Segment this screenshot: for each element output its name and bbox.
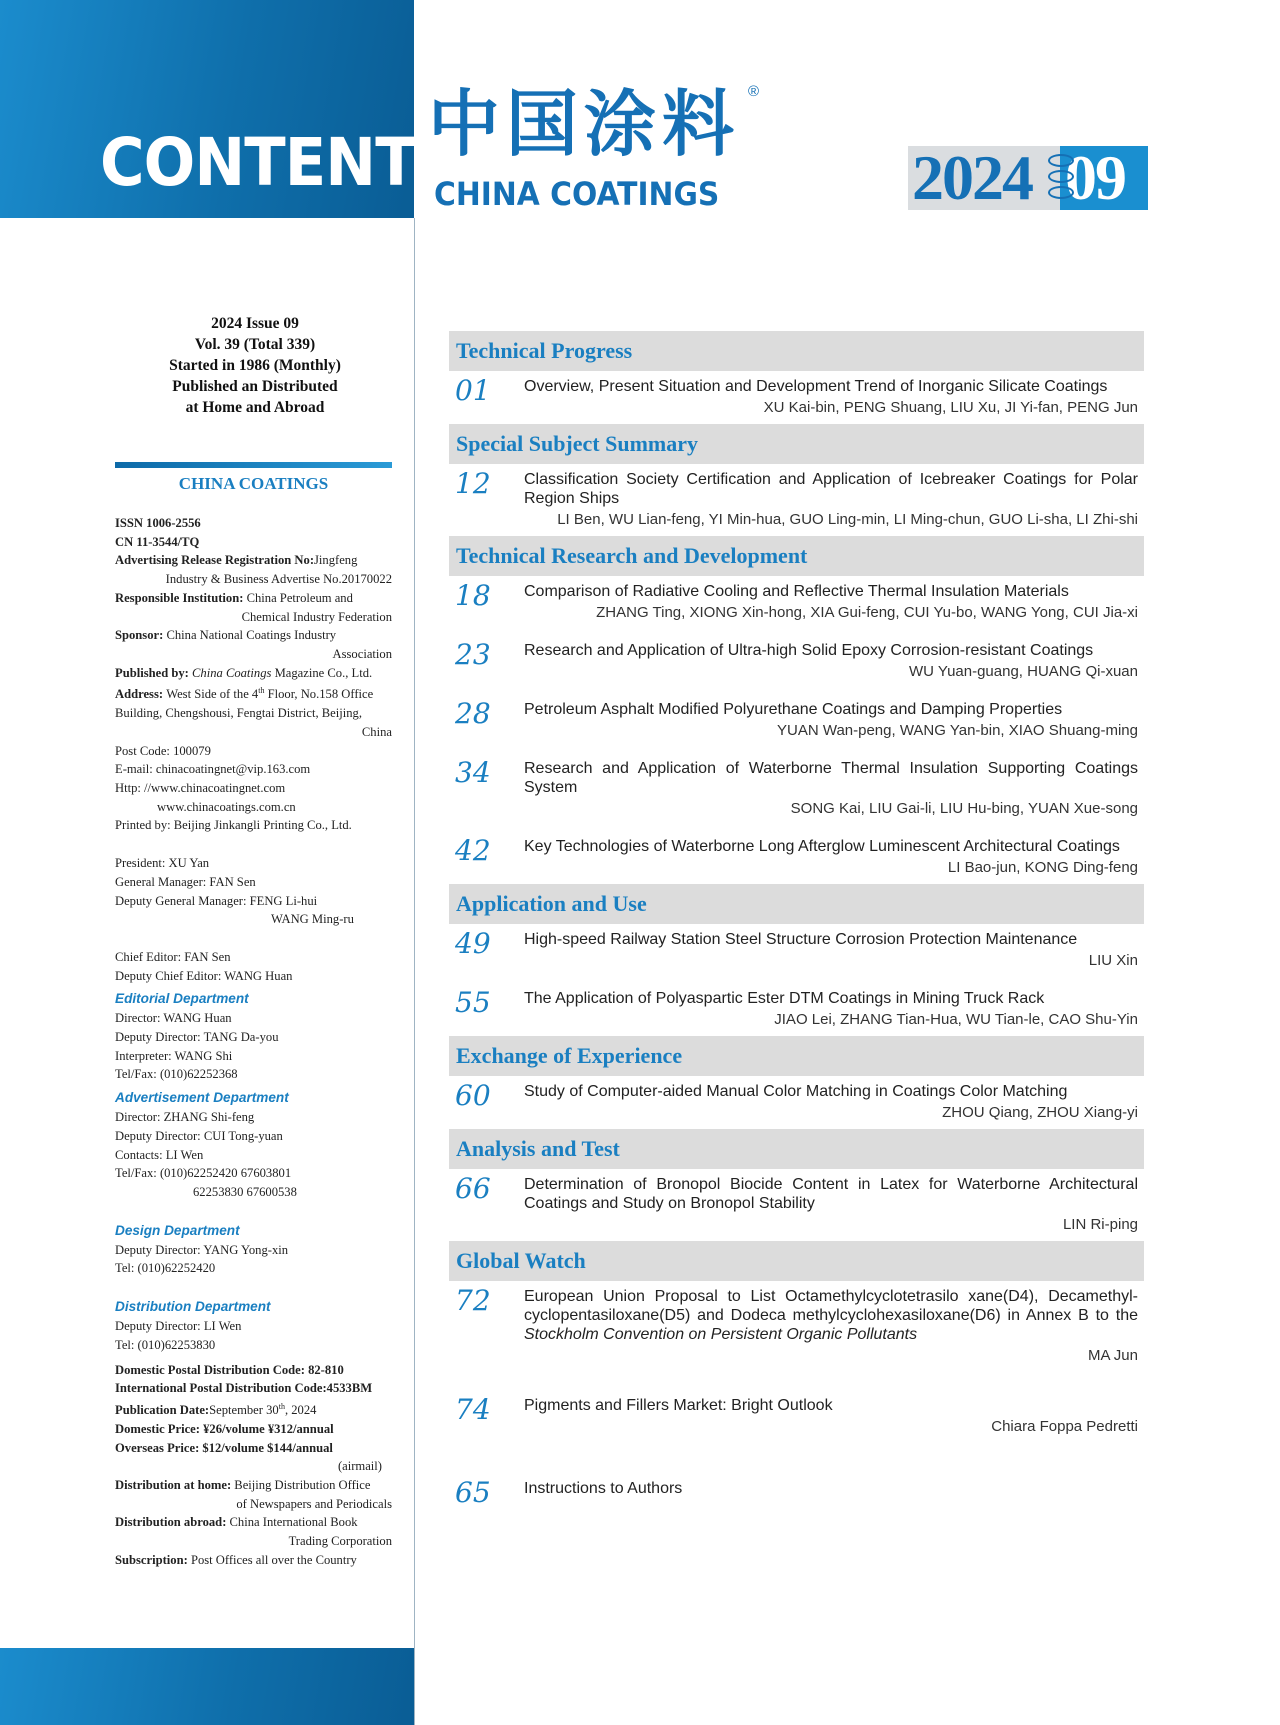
article-title [524,835,1138,856]
responsible-institution: Responsible Institution: China Petroleum and [115,590,353,605]
page-number: 23 [455,638,491,671]
general-manager: General Manager: FAN Sen [115,874,256,889]
advert-line: Director: ZHANG Shi-feng [115,1110,255,1125]
article-title-text: High-speed Railway Station Steel Structure Corrosion Protection Maintenance [524,931,1078,948]
editorial-line: Tel/Fax: (010)62252368 [115,1067,238,1082]
website-1[interactable]: Http: //www.chinacoatingnet.com [115,781,286,796]
article-title [524,698,1138,719]
page-number: 65 [455,1476,491,1509]
binder-ring-icon [1048,154,1074,167]
cn-number: CN 11-3544/TQ [115,534,200,549]
editorial-line: Interpreter: WANG Shi [115,1048,233,1063]
price-overseas: Overseas Price: $12/volume $144/annual [115,1440,333,1455]
toc-entry[interactable] [449,1080,1144,1123]
editorial-department: Editorial Department [115,991,249,1007]
binder-ring-icon [1048,186,1074,199]
article-authors: WU Yuan-guang, HUANG Qi-xuan [909,663,1138,680]
section-heading: Global Watch [449,1241,1144,1281]
design-line: Deputy Director: YANG Yong-xin [115,1242,289,1257]
article-title [524,1285,1138,1344]
advert-line: Tel/Fax: (010)62252420 67603801 [115,1166,292,1181]
sidebar-heading: CHINA COATINGS [178,474,329,493]
design-line: Tel: (010)62252420 [115,1261,216,1276]
page-number: 66 [455,1172,491,1205]
email[interactable]: E-mail: chinacoatingnet@vip.163.com [115,762,311,777]
article-title [524,639,1138,660]
price-airmail: (airmail) [337,1459,382,1474]
article-authors: LIU Xin [1088,952,1138,969]
article-title-text: The Application of Polyaspartic Ester DTM Coatings in Mining Truck Rack [524,990,1045,1007]
responsible-institution-2: Chemical Industry Federation [241,609,392,624]
article-title [524,987,1138,1008]
registered-mark: ® [748,83,760,100]
article-authors: XU Kai-bin, PENG Shuang, LIU Xu, JI Yi-fan, PENG Jun [763,399,1138,416]
section-heading: Application and Use [449,884,1144,924]
article-title-text: Instructions to Authors [524,1480,683,1497]
address-3: China [361,724,392,739]
contents-banner [0,0,459,218]
article-title [524,468,1138,508]
page-number: 42 [455,834,491,867]
chief-editor: Chief Editor: FAN Sen [115,949,231,964]
volume-line: Vol. 39 (Total 339) [194,336,316,353]
toc-entry[interactable] [449,928,1144,971]
article-authors: SONG Kai, LIU Gai-li, LIU Hu-bing, YUAN Xue-song [790,800,1138,817]
distribution-department: Distribution Department [115,1299,271,1315]
address: Address: West Side of the 4th Floor, No.158 Office [115,686,374,702]
page-number: 18 [455,579,491,612]
table-of-contents [449,331,1144,1523]
subscription: Subscription: Post Offices all over the Country [115,1552,357,1567]
article-authors: LI Ben, WU Lian-feng, YI Min-hua, GUO Ling-min, LI Ming-chun, GUO Li-sha, LI Zhi-shi [557,511,1138,528]
article-title-text: European Union Proposal to List Octamethylcyclotetrasilo xane(D4), Decamethyl-cyclopentasiloxane(D5) and Dodeca methylcyclohexasiloxane(D6) in Annex B to the [524,1288,1138,1324]
toc-entry[interactable] [449,1173,1144,1235]
page-number: 60 [455,1079,491,1112]
article-title-text: Pigments and Fillers Market: Bright Outlook [524,1397,833,1414]
distributed-line: at Home and Abroad [185,399,325,416]
published-by: Published by: China Coatings Magazine Co., Ltd. [115,665,373,680]
advert-line: Contacts: LI Wen [115,1147,204,1162]
deputy-general-manager-2: WANG Ming-ru [271,912,354,927]
page-number: 12 [455,467,491,500]
binder-ring-icon [1048,170,1074,183]
contents-title: CONTENTS [100,124,459,201]
page-number: 55 [455,986,491,1019]
article-title-text: Determination of Bronopol Biocide Content in Latex for Waterborne Architectural Coatings and Study on Bronopol Stability [524,1176,1138,1212]
ad-registration: Advertising Release Registration No:Jingfeng [115,553,358,568]
post-code: Post Code: 100079 [115,743,211,758]
article-title-text: Key Technologies of Waterborne Long Afterglow Luminescent Architectural Coatings [524,838,1120,855]
address-2: Building, Chengshousi, Fengtai District, Beijing, [115,706,362,721]
design-department: Design Department [115,1222,240,1238]
editorial-line: Director: WANG Huan [115,1011,232,1026]
section-heading: Technical Progress [449,331,1144,371]
bottom-band [0,1648,414,1725]
page-number: 34 [455,756,491,789]
website-2[interactable]: www.chinacoatings.com.cn [157,799,296,814]
section-heading: Exchange of Experience [449,1036,1144,1076]
deputy-general-manager: Deputy General Manager: FENG Li-hui [115,893,318,908]
publication-date: Publication Date:September 30th, 2024 [115,1401,317,1418]
toc-entry[interactable] [449,987,1144,1030]
distribution-abroad-2: Trading Corporation [288,1534,392,1549]
article-title [524,928,1138,949]
page-number: 72 [455,1284,491,1317]
toc-entry[interactable] [449,757,1144,819]
distribution-abroad: Distribution abroad: China International Book [115,1515,358,1530]
page-number: 01 [455,374,491,407]
editorial-line: Deputy Director: TANG Da-you [115,1030,279,1045]
toc-entry[interactable] [449,639,1144,682]
article-title-text: Petroleum Asphalt Modified Polyurethane Coatings and Damping Properties [524,701,1063,718]
article-title [524,1477,1138,1498]
article-title [524,1173,1138,1213]
section-heading: Special Subject Summary [449,424,1144,464]
toc-entry[interactable] [449,698,1144,741]
toc-entry[interactable] [449,1477,1144,1517]
distribution-home: Distribution at home: Beijing Distribution Office [115,1477,371,1492]
president: President: XU Yan [115,856,210,871]
ad-registration-2: Industry & Business Advertise No.20170022 [165,572,392,587]
article-title [524,1080,1138,1101]
sponsor: Sponsor: China National Coatings Industry [115,628,337,643]
issn: ISSN 1006-2556 [115,516,201,530]
issue-text: 09 [1065,142,1125,213]
year-text: 2024 [912,142,1032,213]
issue-line: 2024 Issue 09 [211,315,299,332]
advertisement-department: Advertisement Department [115,1090,289,1106]
article-authors: JIAO Lei, ZHANG Tian-Hua, WU Tian-le, CAO Shu-Yin [774,1011,1138,1028]
printed-by: Printed by: Beijing Jinkangli Printing Co., Ltd. [115,818,352,833]
sidebar-rule [115,462,392,468]
toc-entry[interactable] [449,1285,1144,1366]
page-number: 49 [455,927,491,960]
distribution-line: Deputy Director: LI Wen [115,1319,242,1334]
article-title [524,757,1138,797]
price-domestic: Domestic Price: ¥26/volume ¥312/annual [115,1421,334,1436]
article-title [524,375,1138,396]
advert-tel-2: 62253830 67600538 [193,1184,297,1199]
toc-entry[interactable] [449,1394,1144,1437]
article-title-text: Research and Application of Ultra-high Solid Epoxy Corrosion-resistant Coatings [524,642,1094,659]
postal-international: International Postal Distribution Code:4533BM [115,1381,373,1396]
article-title-text: Classification Society Certification and Application of Icebreaker Coatings for Polar Region Ships [524,471,1138,507]
postal-domestic: Domestic Postal Distribution Code: 82-810 [115,1362,344,1377]
article-title-text: Overview, Present Situation and Development Trend of Inorganic Silicate Coatings [524,378,1108,395]
article-authors: LIN Ri-ping [1062,1216,1138,1233]
article-title-text: Research and Application of Waterborne Thermal Insulation Supporting Coatings System [524,760,1138,796]
deputy-chief-editor: Deputy Chief Editor: WANG Huan [115,968,293,983]
page-number: 74 [455,1393,491,1426]
article-title-italic: Stockholm Convention on Persistent Organic Pollutants [524,1326,918,1343]
page-number: 28 [455,697,491,730]
started-line: Started in 1986 (Monthly) [169,357,341,374]
distribution-line: Tel: (010)62253830 [115,1337,216,1352]
published-line: Published an Distributed [172,378,338,395]
article-title-text: Comparison of Radiative Cooling and Reflective Thermal Insulation Materials [524,583,1069,600]
section-heading: Analysis and Test [449,1129,1144,1169]
article-title-text: Study of Computer-aided Manual Color Matching in Coatings Color Matching [524,1083,1068,1100]
article-authors: Chiara Foppa Pedretti [991,1418,1138,1435]
toc-entry[interactable] [449,580,1144,623]
sponsor-2: Association [332,646,392,661]
article-authors: LI Bao-jun, KONG Ding-feng [947,859,1138,876]
left-column [0,0,459,1725]
toc-entry[interactable] [449,468,1144,530]
article-authors: ZHOU Qiang, ZHOU Xiang-yi [942,1104,1138,1121]
toc-entry[interactable] [449,835,1144,878]
article-authors: MA Jun [1087,1347,1138,1364]
article-authors: YUAN Wan-peng, WANG Yan-bin, XIAO Shuang-ming [777,722,1138,739]
logo-english: CHINA COATINGS [434,175,720,213]
section-heading: Technical Research and Development [449,536,1144,576]
issue-info [115,313,395,418]
distribution-home-2: of Newspapers and Periodicals [236,1496,392,1511]
advert-line: Deputy Director: CUI Tong-yuan [115,1128,283,1143]
article-title [524,580,1138,601]
colophon [115,514,392,1569]
toc-entry[interactable] [449,375,1144,418]
article-authors: ZHANG Ting, XIONG Xin-hong, XIA Gui-feng, CUI Yu-bo, WANG Yong, CUI Jia-xi [596,604,1138,621]
logo-chinese: 中国涂料 [428,82,741,166]
column-divider [414,218,415,1725]
article-title [524,1394,1138,1415]
